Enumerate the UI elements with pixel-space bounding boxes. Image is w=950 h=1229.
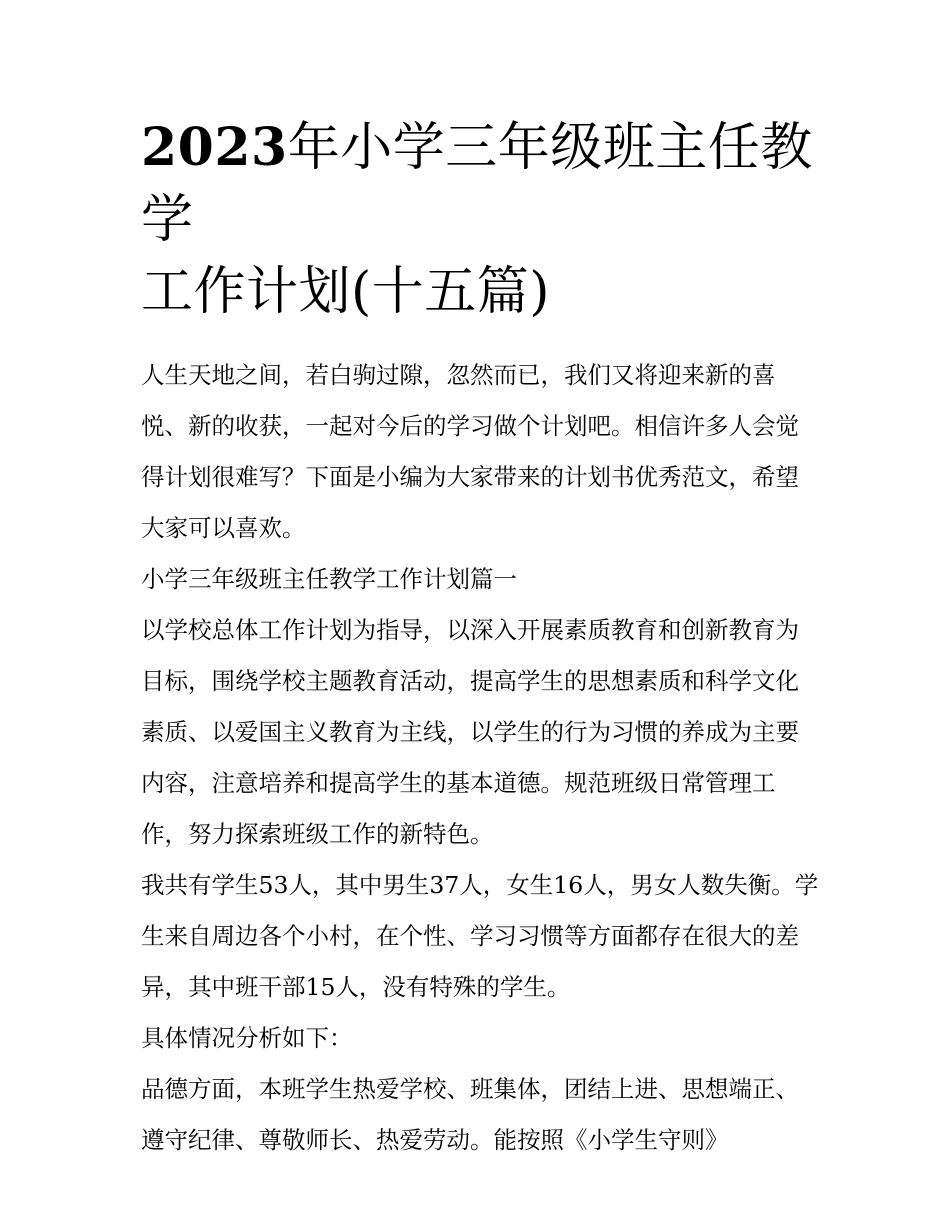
title-line1-text: 年小学三年级班主任教学 (141, 118, 813, 250)
paragraph-guidance: 以学校总体工作计划为指导，以深入开展素质教育和创新教育为目标，围绕学校主题教育活动，提高学生的思想素质和科学文化素质、以爱国主义教育为主线，以学生的行为习惯的养成为主要内容，注意培养和提高学生的基本道德。规范班级日常管理工作，努力探索班级工作的新特色。 (141, 616, 799, 848)
document-title (141, 112, 821, 328)
paragraph-intro: 人生天地之间，若白驹过隙，忽然而已，我们又将迎来新的喜悦、新的收获，一起对今后的学习做个计划吧。相信许多人会觉得计划很难写？下面是小编为大家带来的计划书优秀范文，希望大家可以喜欢。 (141, 361, 799, 542)
title-year: 2023 (141, 117, 288, 178)
paragraph-analysis-lead: 具体情况分析如下： (141, 1024, 353, 1052)
section-heading: 小学三年级班主任教学工作计划篇一 (141, 565, 517, 593)
title-line2: 工作计划(十五篇) (141, 262, 551, 322)
paragraph-class-overview: 我共有学生53人，其中男生37人，女生16人，男女人数失衡。学生来自周边各个小村，在个性、学习习惯等方面都存在很大的差异，其中班干部15人，没有特殊的学生。 (141, 871, 819, 1001)
document-content (141, 112, 821, 1166)
paragraph-moral: 品德方面，本班学生热爱学校、班集体，团结上进、思想端正、遵守纪律、尊敬师长、热爱劳动。能按照《小学生守则》 (141, 1075, 799, 1154)
